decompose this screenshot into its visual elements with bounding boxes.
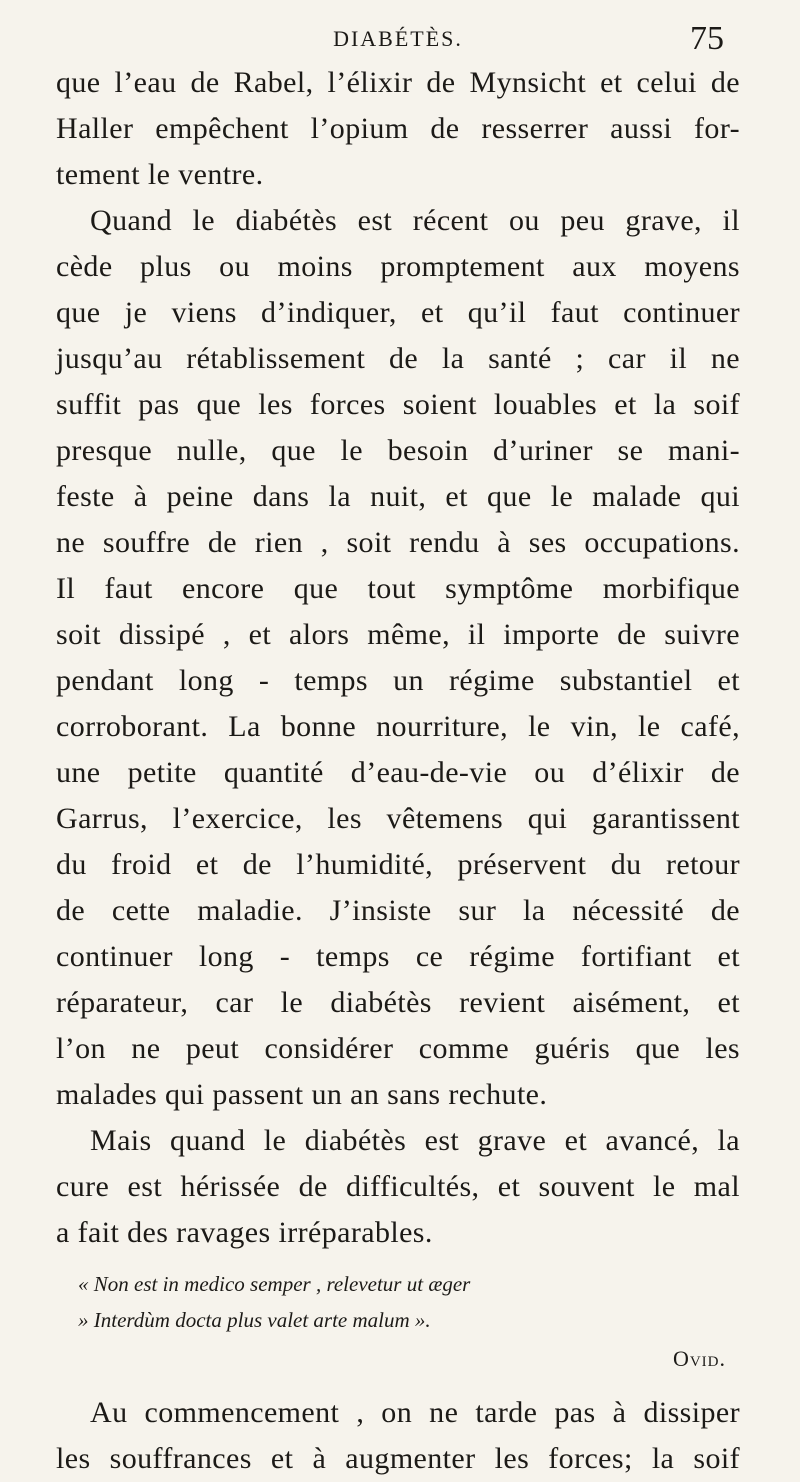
- text-line: que l’eau de Rabel, l’élixir de Mynsicht et celui de: [56, 66, 740, 99]
- text-line: feste à peine dans la nuit, et que le malade qui: [56, 480, 740, 513]
- paragraph-recent-diabetes: [56, 198, 740, 1118]
- text-line: que je viens d’indiquer, et qu’il faut continuer: [56, 296, 740, 329]
- page-number: 75: [690, 20, 724, 57]
- quote-line: « Non est in medico semper , relevetur ut æger: [78, 1272, 471, 1296]
- running-head: [56, 20, 740, 60]
- text-line: Mais quand le diabétès est grave et avancé, la: [90, 1124, 740, 1157]
- text-line: corroborant. La bonne nourriture, le vin, le café,: [56, 710, 740, 743]
- text-line: jusqu’au rétablissement de la santé ; car il ne: [56, 342, 740, 375]
- text-line: Au commencement , on ne tarde pas à dissiper: [90, 1396, 740, 1429]
- text-line: du froid et de l’humidité, préservent du retour: [56, 848, 740, 881]
- text-line: Haller empêchent l’opium de resserrer aussi for-: [56, 112, 740, 145]
- text-line: tement le ventre.: [56, 158, 264, 191]
- paragraph-commencement: [56, 1390, 740, 1482]
- text-line: presque nulle, que le besoin d’uriner se mani-: [56, 434, 740, 467]
- text-line: de cette maladie. J’insiste sur la nécessité de: [56, 894, 740, 927]
- text-line: a fait des ravages irréparables.: [56, 1216, 433, 1249]
- quote-line: » Interdùm docta plus valet arte malum ».: [78, 1308, 431, 1332]
- paragraph-grave-diabetes: [56, 1118, 740, 1256]
- text-line: réparateur, car le diabétès revient aisément, et: [56, 986, 740, 1019]
- text-line: ne souffre de rien , soit rendu à ses occupations.: [56, 526, 740, 559]
- text-line: suffit pas que les forces soient louables et la soif: [56, 388, 740, 421]
- text-line: cure est hérissée de difficultés, et souvent le mal: [56, 1170, 740, 1203]
- text-line: Quand le diabétès est récent ou peu grave, il: [90, 204, 740, 237]
- paragraph-continuation: [56, 60, 740, 198]
- quote-attribution: Ovid.: [672, 1346, 726, 1371]
- text-line: Garrus, l’exercice, les vêtemens qui garantissent: [56, 802, 740, 835]
- text-line: malades qui passent un an sans rechute.: [56, 1078, 548, 1111]
- text-line: les souffrances et à augmenter les forces; la soif: [56, 1442, 740, 1475]
- text-line: une petite quantité d’eau-de-vie ou d’élixir de: [56, 756, 740, 789]
- text-line: l’on ne peut considérer comme guéris que les: [56, 1032, 740, 1065]
- running-title: DIABÉTÈS.: [333, 26, 463, 51]
- text-line: soit dissipé , et alors même, il importe de suivre: [56, 618, 740, 651]
- text-line: Il faut encore que tout symptôme morbifique: [56, 572, 740, 605]
- latin-quotation: [56, 1266, 740, 1338]
- text-line: cède plus ou moins promptement aux moyens: [56, 250, 740, 283]
- text-line: pendant long - temps un régime substantiel et: [56, 664, 740, 697]
- body-text: [56, 60, 740, 1482]
- text-line: continuer long - temps ce régime fortifiant et: [56, 940, 740, 973]
